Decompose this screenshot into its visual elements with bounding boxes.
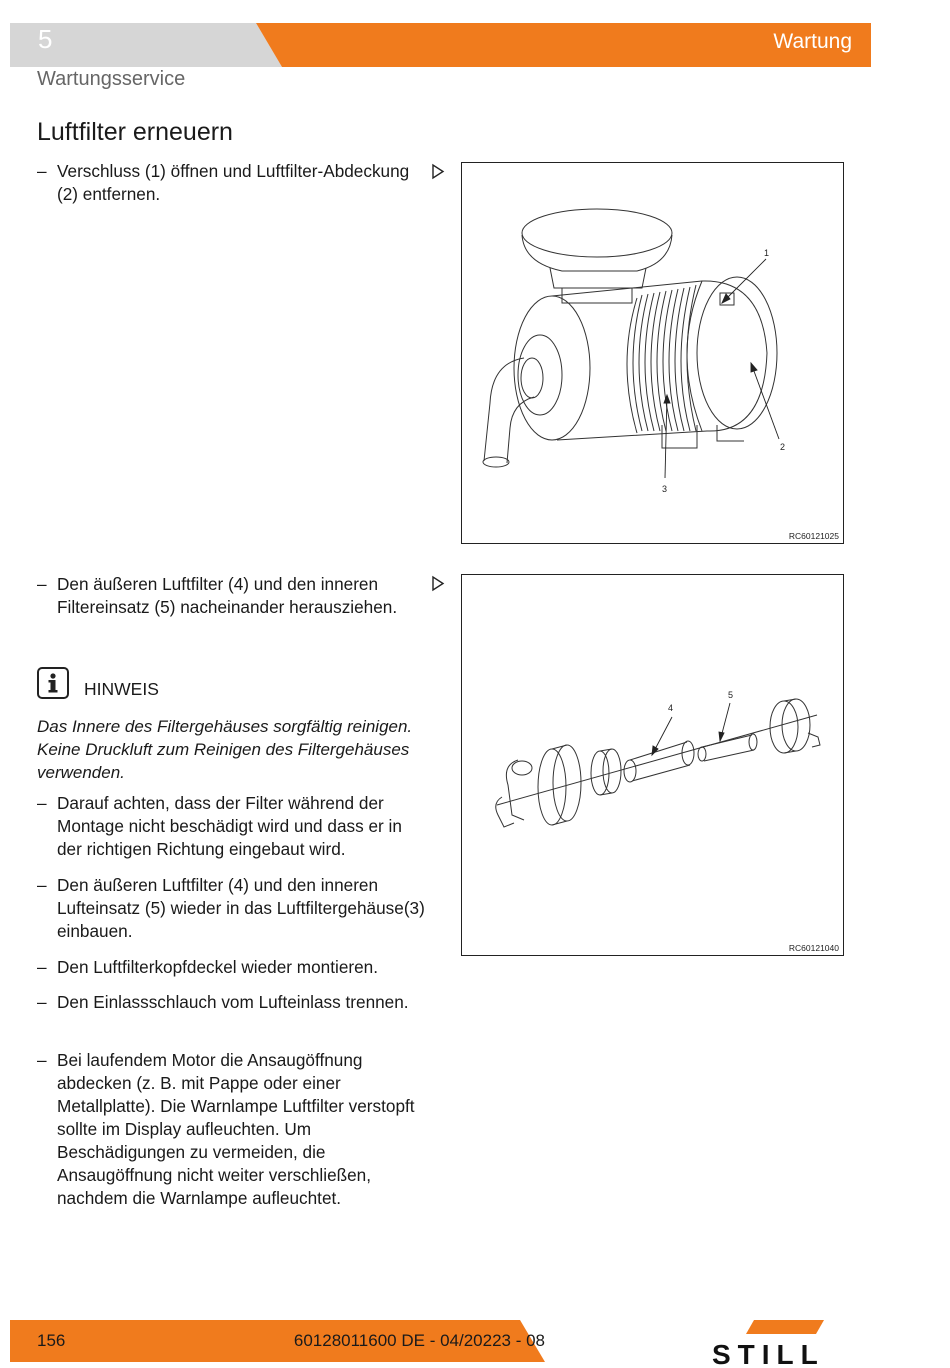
figure-pointer-triangle-icon [431, 163, 445, 181]
step-dash: – [37, 957, 47, 977]
step-text: Den Luftfilterkopfdeckel wieder montieren. [57, 957, 378, 977]
step-dash: – [37, 793, 47, 813]
callout-label: 4 [668, 703, 674, 713]
info-icon [37, 667, 69, 699]
figure-code: RC60121040 [788, 943, 839, 953]
note-heading: HINWEIS [84, 679, 159, 699]
callout-label: 2 [780, 442, 786, 452]
document-code: 60128011600 DE - 04/20223 - 08 [293, 1331, 545, 1350]
figure-air-filter-housing [461, 162, 844, 544]
chapter-number: 5 [38, 24, 53, 54]
still-logo [712, 1318, 872, 1366]
step-dash: – [37, 574, 47, 594]
still-logo-text: STILL [712, 1339, 825, 1366]
figure-code: RC60121025 [788, 531, 839, 541]
figure-pointer-triangle-icon [431, 575, 445, 593]
step-item [37, 956, 429, 979]
step-item [37, 792, 429, 861]
step-text: Bei laufendem Motor die Ansaugöffnung abdecken (z. B. mit Pappe oder einer Metallplatte). Die Warnlampe Luftfilter verstopft sollte im Display aufleuchten. Um Beschädigungen zu vermeiden, die Ansaugöffnung nicht weiter verschließen, nachdem die Warnlampe aufleuchtet. [57, 1050, 415, 1208]
figure-filter-exploded-view [461, 574, 844, 956]
step-dash: – [37, 875, 47, 895]
step-text: Den äußeren Luftfilter (4) und den inneren Lufteinsatz (5) wieder in das Luftfiltergehäuse(3) einbauen. [57, 875, 425, 941]
callout-label: 1 [764, 248, 770, 258]
step-item [37, 160, 429, 206]
filter-exploded-illustration [462, 575, 842, 954]
step-item [37, 991, 429, 1014]
step-text: Verschluss (1) öffnen und Luftfilter-Abdeckung (2) entfernen. [57, 161, 410, 204]
callout-label: 5 [728, 690, 734, 700]
step-dash: – [37, 161, 47, 181]
note-text: Das Innere des Filtergehäuses sorgfältig reinigen. Keine Druckluft zum Reinigen des Filtergehäuses verwenden. [37, 717, 413, 782]
step-text: Den Einlassschlauch vom Lufteinlass trennen. [57, 992, 409, 1012]
step-text: Den äußeren Luftfilter (4) und den inneren Filtereinsatz (5) nacheinander herausziehen. [57, 574, 398, 617]
callout-label: 3 [662, 484, 668, 494]
step-item [37, 1049, 429, 1210]
step-dash: – [37, 992, 47, 1012]
step-item [37, 573, 429, 619]
chapter-title: Wartung [773, 30, 852, 53]
section-label: Wartungsservice [37, 68, 186, 90]
page-number: 156 [37, 1331, 66, 1350]
air-filter-housing-illustration [462, 163, 842, 542]
page-title: Luftfilter erneuern [37, 118, 233, 146]
step-dash: – [37, 1050, 47, 1070]
step-text: Darauf achten, dass der Filter während der Montage nicht beschädigt wird und dass er in der richtigen Richtung eingebaut wird. [57, 793, 402, 859]
step-item [37, 874, 429, 943]
